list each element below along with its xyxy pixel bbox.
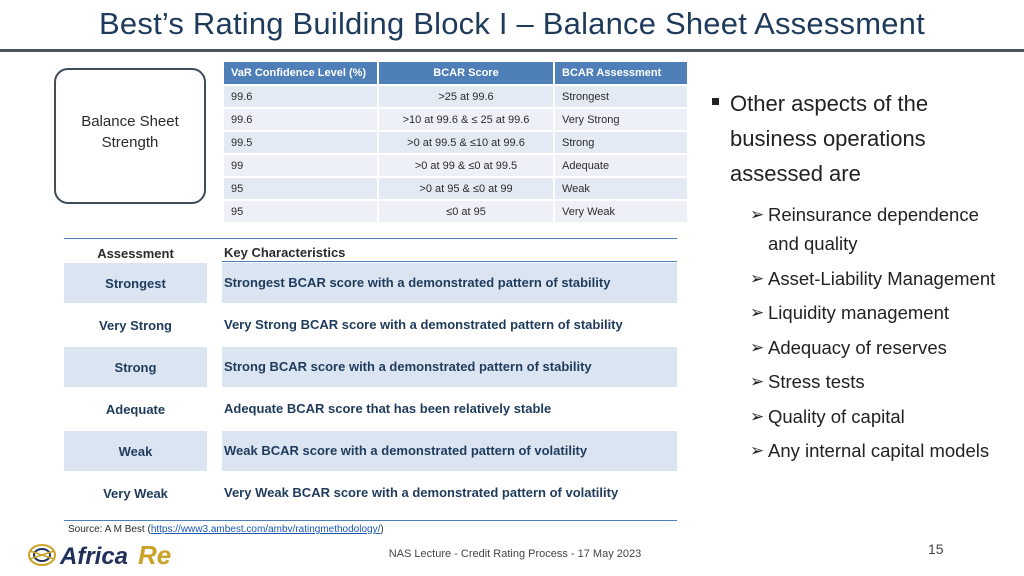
sub-bullet [710, 264, 1010, 293]
sub-bullet [710, 200, 1010, 258]
main-bullet [710, 86, 1010, 191]
var-cell-assessment: Very Strong [554, 108, 687, 131]
assessment-table-header [64, 238, 677, 263]
assessment-level: Strongest [105, 276, 166, 291]
var-header-bcar-score: BCAR Score [378, 62, 554, 85]
arrow-bullet-icon: ➢ [750, 268, 765, 288]
assessment-row [64, 389, 677, 431]
var-cell-bcar-score: >0 at 95 & ≤0 at 99 [378, 177, 554, 200]
var-cell-confidence: 95 [224, 177, 378, 200]
assessment-characteristic: Very Strong BCAR score with a demonstrated pattern of stability [224, 317, 623, 332]
sub-bullet-text: Reinsurance dependence and quality [768, 204, 979, 254]
var-cell-assessment: Weak [554, 177, 687, 200]
assessment-row [64, 305, 677, 347]
var-cell-confidence: 99.5 [224, 131, 378, 154]
var-table-row [224, 177, 687, 200]
var-cell-confidence: 99.6 [224, 85, 378, 108]
sub-bullet-text: Liquidity management [768, 302, 949, 323]
var-cell-bcar-score: >0 at 99 & ≤0 at 99.5 [378, 154, 554, 177]
assessment-level: Very Strong [99, 318, 172, 333]
assessment-row [64, 263, 677, 305]
table-bottom-rule [64, 520, 677, 521]
assessment-level: Very Weak [103, 486, 168, 501]
assessment-characteristic: Weak BCAR score with a demonstrated pattern of volatility [224, 443, 588, 458]
var-table-header [224, 62, 687, 85]
aspects-bullet-list [710, 86, 1010, 471]
sub-bullet [710, 367, 1010, 396]
var-cell-assessment: Very Weak [554, 200, 687, 222]
assessment-row [64, 431, 677, 473]
var-bcar-table [224, 62, 687, 222]
arrow-bullet-icon: ➢ [750, 303, 765, 322]
arrow-bullet-icon: ➢ [750, 337, 765, 357]
var-table-row [224, 200, 687, 222]
sub-bullet-text: Asset-Liability Management [768, 267, 996, 289]
var-cell-assessment: Adequate [554, 154, 687, 177]
assessment-header: Assessment [97, 246, 174, 261]
assessment-characteristic: Very Weak BCAR score with a demonstrated pattern of volatility [224, 485, 619, 500]
arrow-bullet-icon: ➢ [750, 372, 765, 391]
source-link[interactable]: https://www3.ambest.com/ambv/ratingmethodology/ [150, 524, 381, 535]
sub-bullet-text: Adequacy of reserves [768, 336, 947, 358]
sub-bullet-text: Any internal capital models [768, 440, 990, 461]
var-cell-confidence: 99.6 [224, 108, 378, 131]
var-table-row [224, 85, 687, 108]
assessment-characteristic: Strongest BCAR score with a demonstrated pattern of stability [224, 275, 611, 290]
assessment-row [64, 347, 677, 389]
var-cell-assessment: Strong [554, 131, 687, 154]
var-table-row [224, 131, 687, 154]
assessment-characteristic: Adequate BCAR score that has been relatively stable [224, 401, 552, 416]
balance-sheet-strength-box [54, 68, 206, 204]
arrow-bullet-icon: ➢ [750, 205, 765, 224]
arrow-bullet-icon: ➢ [750, 441, 765, 460]
var-cell-confidence: 99 [224, 154, 378, 177]
title-divider [0, 49, 1024, 52]
slide-title: Best’s Rating Building Block I – Balance Sheet Assessment [99, 6, 925, 41]
source-suffix: ) [380, 524, 384, 535]
sub-bullet-text: Quality of capital [768, 405, 905, 427]
assessment-level: Strong [114, 360, 157, 375]
var-cell-bcar-score: >0 at 99.5 & ≤10 at 99.6 [378, 131, 554, 154]
page-number: 15 [928, 541, 944, 557]
source-prefix: Source: A M Best ( [68, 524, 151, 535]
source-citation [68, 524, 384, 535]
var-cell-confidence: 95 [224, 200, 378, 222]
sub-bullet [710, 402, 1010, 431]
arrow-bullet-icon: ➢ [750, 406, 765, 426]
var-cell-assessment: Strongest [554, 85, 687, 108]
main-bullet-text: Other aspects of the business operations assessed are [730, 91, 929, 186]
sub-bullet [710, 333, 1010, 362]
sub-bullet [710, 436, 1010, 465]
assessment-table [64, 238, 677, 515]
var-table-row [224, 154, 687, 177]
sub-bullet [710, 298, 1010, 327]
assessment-level: Adequate [105, 402, 166, 417]
var-cell-bcar-score: >10 at 99.6 & ≤ 25 at 99.6 [378, 108, 554, 131]
sub-bullet-list [710, 200, 1010, 465]
var-cell-bcar-score: ≤0 at 95 [378, 200, 554, 222]
assessment-characteristic: Strong BCAR score with a demonstrated pattern of stability [224, 359, 592, 374]
assessment-level: Weak [118, 444, 153, 459]
var-header-bcar-assessment: BCAR Assessment [554, 62, 687, 85]
balance-sheet-strength-label: Balance Sheet Strength [81, 113, 179, 151]
var-table-row [224, 108, 687, 131]
square-bullet-icon [712, 98, 719, 105]
header-divider [222, 261, 677, 262]
key-characteristics-header: Key Characteristics [224, 245, 346, 260]
sub-bullet-text: Stress tests [768, 371, 865, 392]
var-header-confidence: VaR Confidence Level (%) [224, 62, 378, 85]
slide-footer: NAS Lecture - Credit Rating Process - 17 May 2023 [388, 548, 642, 560]
var-cell-bcar-score: >25 at 99.6 [378, 85, 554, 108]
africa-re-wordmark-re: Re [138, 540, 172, 570]
assessment-row [64, 473, 677, 515]
africa-re-wordmark: Africa [60, 543, 129, 570]
